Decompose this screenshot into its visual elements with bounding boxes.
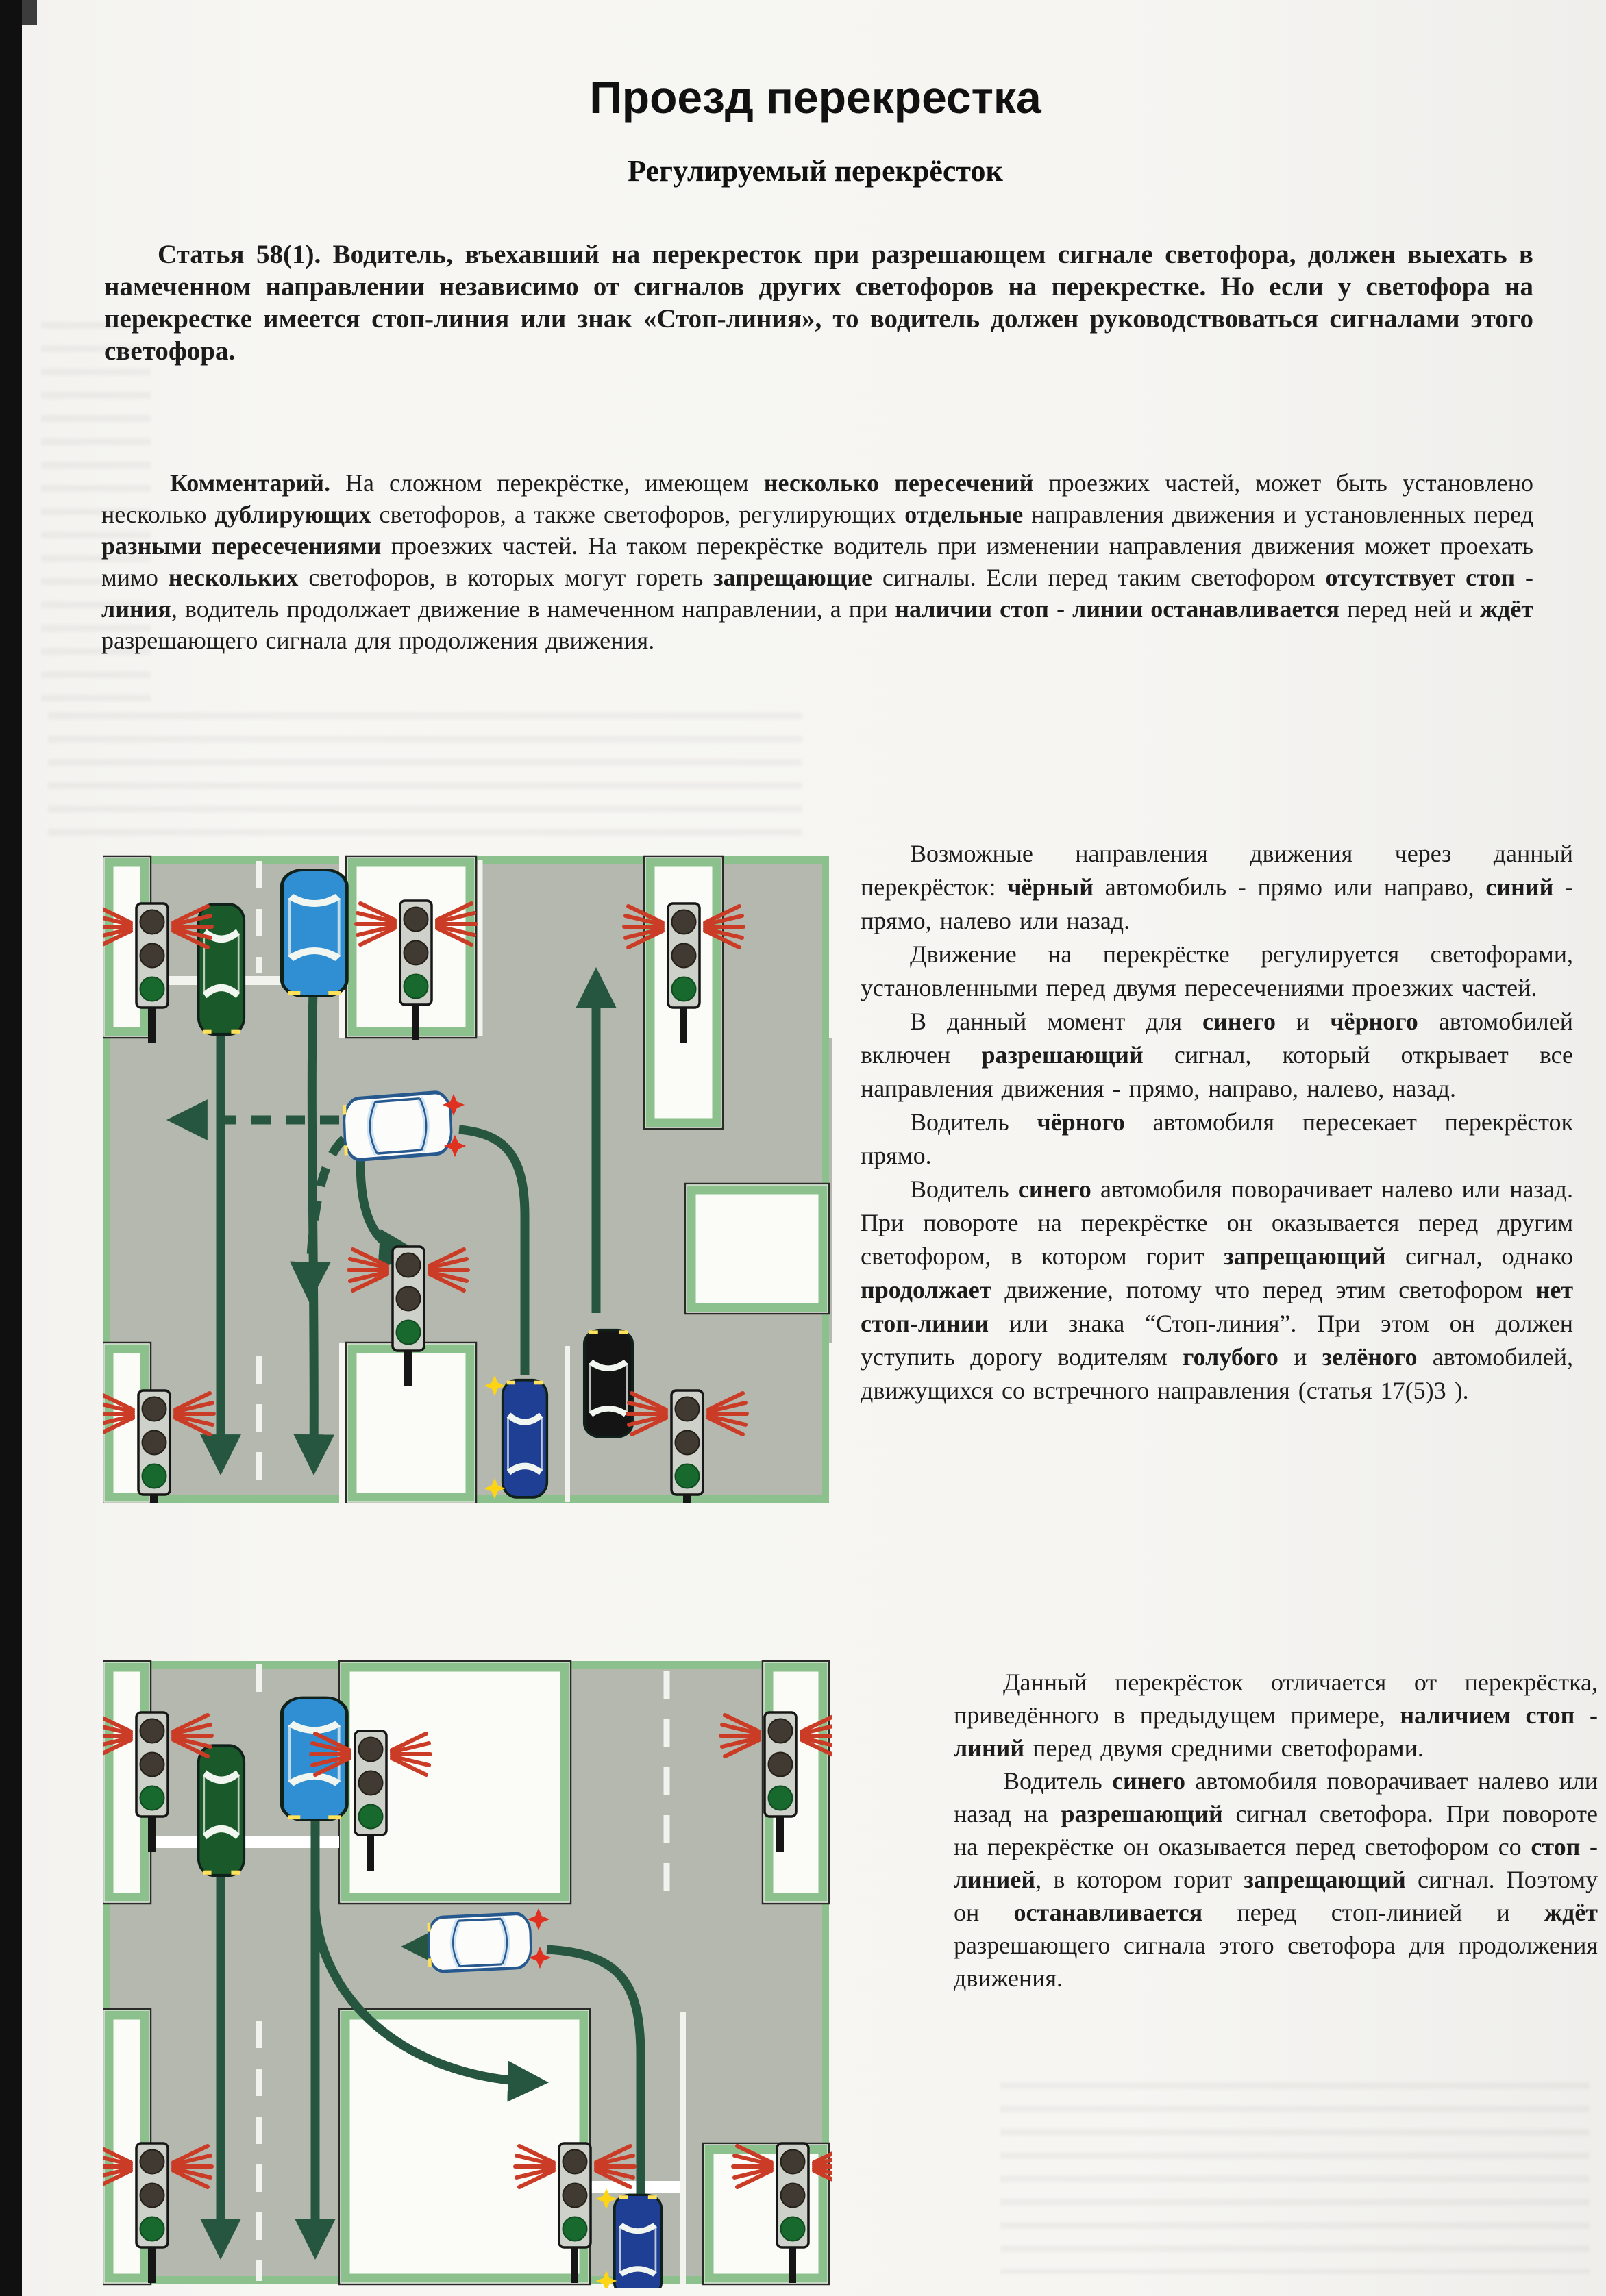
page-title: Проезд перекрестка [589, 72, 1041, 123]
paragraph: Водитель синего автомобиля поворачивает налево или назад на разрешающий сигнал светофора. При повороте на перекрёстке он оказывается перед светофором со стоп - линией, в котором горит запрещающий сигнал. Поэтому он останавливается перед стоп-линией и ждёт разрешающего сигнала этого светофора для продолжения движения. [954, 1767, 1598, 1992]
green-car [199, 904, 245, 1034]
diagram2-explanation-column [954, 1666, 1598, 1995]
dark-blue-car [503, 1380, 547, 1497]
commentary-paragraph: Комментарий. На сложном перекрёстке, имеющем несколько пересечений проезжих частей, может быть установлено несколько дублирующих светофоров, а также светофоров, регулирующих отдельные направления движения и установленных перед разными пересечениями проезжих частей. На таком перекрёстке водитель при изменении направления движения может проехать мимо нескольких светофоров, в которых могут гореть запрещающие сигналы. Если перед таким светофором отсутствует стоп - линия, водитель продолжает движение в намеченном направлении, а при наличии стоп - линии останавливается перед ней и ждёт разрешающего сигнала для продолжения движения. [101, 469, 1534, 654]
article-paragraph: Статья 58(1). Водитель, въехавший на перекресток при разрешающем сигнале светофора, должен выехать в намеченном направлении независимо от сигналов других светофоров на перекрестке. Но если у светофора на перекрестке имеется стоп-линия или знак «Стоп-линия», то водитель должен руководствоваться сигналами этого светофора. [104, 240, 1533, 366]
black-car [584, 1330, 632, 1437]
blue-turning-car [427, 1913, 531, 1972]
page-subtitle: Регулируемый перекрёсток [628, 154, 1003, 188]
scan-edge-strip [0, 0, 22, 2296]
paragraph: Движение на перекрёстке регулируется светофорами, установленными перед двумя пересечениями проезжих частей. [861, 940, 1573, 1001]
paragraph: Водитель синего автомобиля поворачивает налево или назад. При повороте на перекрёстке он оказывается перед другим светофором, в котором горит запрещающий сигнал, однако продолжает движение, потому что перед этим светофором нет стоп-линии или знака “Стоп-линия”. При этом он должен уступить дорогу водителям голубого и зелёного автомобилей, движущихся со встречного направления (статья 17(5)3 ). [861, 1175, 1574, 1404]
green-car [199, 1745, 245, 1875]
intersection-diagram-with-stop-lines [103, 1637, 832, 2288]
ink-bleed [1000, 2082, 1590, 2274]
intersection-diagram-no-stop-lines [103, 832, 832, 1503]
paragraph: Данный перекрёсток отличается от перекрёстка, приведённого в предыдущем примере, наличием стоп - линий перед двумя средними светофорами. [954, 1669, 1598, 1762]
paragraph: В данный момент для синего и чёрного автомобилей включен разрешающий сигнал, который открывает все направления движения - прямо, направо, налево, назад. [861, 1008, 1573, 1102]
diagram1-explanation-column [861, 837, 1573, 1408]
dark-blue-car-at-stop-line [615, 2195, 661, 2288]
ink-bleed [48, 712, 802, 843]
light-blue-car [282, 870, 347, 996]
scan-artifact [22, 0, 37, 25]
paragraph: Возможные направления движения через данный перекрёсток: чёрный автомобиль - прямо или направо, синий - прямо, налево или назад. [861, 840, 1573, 934]
blue-turning-car [343, 1091, 452, 1161]
paragraph: Водитель чёрного автомобиля пересекает перекрёсток прямо. [861, 1108, 1574, 1169]
stop-line [590, 2181, 680, 2193]
